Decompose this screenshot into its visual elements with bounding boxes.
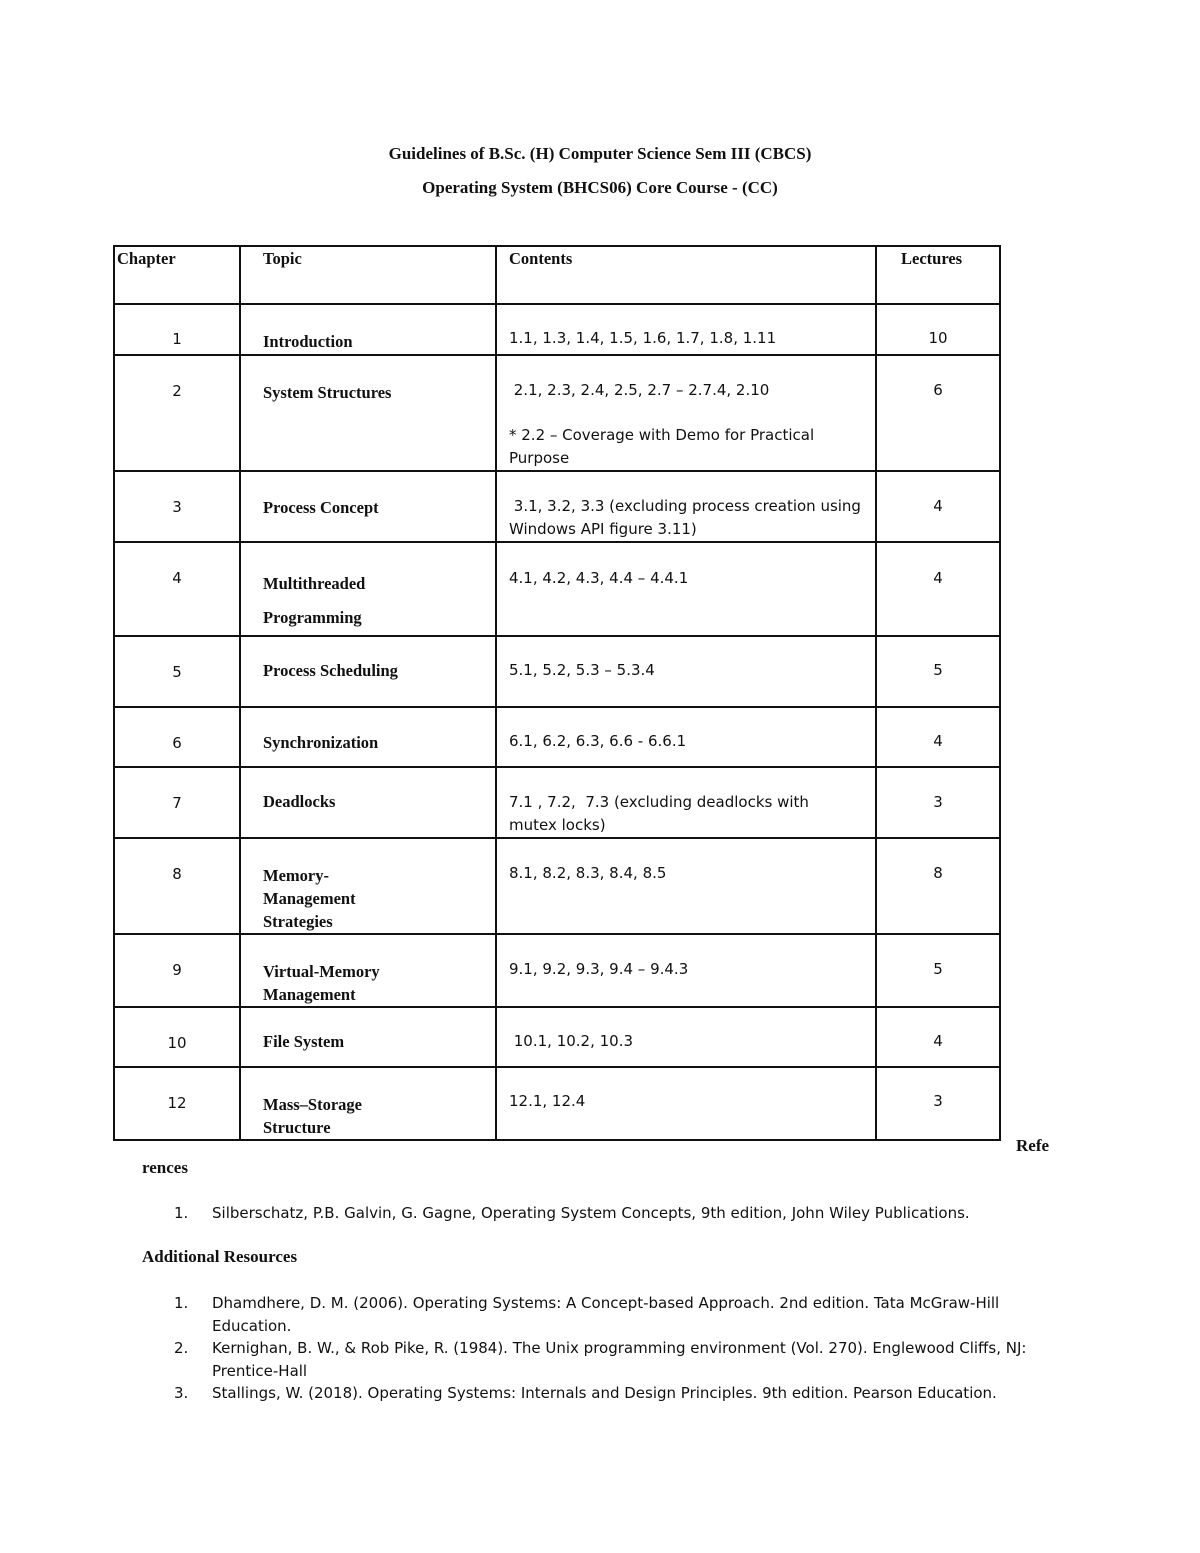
lectures-cell: 3 [876, 767, 1000, 838]
references-heading-part1: Refe [1016, 1136, 1050, 1155]
topic-cell: Virtual-Memory Management [240, 934, 496, 1007]
column-header-topic: Topic [240, 246, 496, 304]
document-title: Guidelines of B.Sc. (H) Computer Science Sem III (CBCS) [388, 144, 812, 163]
contents-cell: 5.1, 5.2, 5.3 – 5.3.4 [496, 636, 876, 707]
contents-cell: 1.1, 1.3, 1.4, 1.5, 1.6, 1.7, 1.8, 1.11 [496, 304, 876, 355]
lectures-cell: 5 [876, 636, 1000, 707]
lectures-cell: 5 [876, 934, 1000, 1007]
list-item [142, 1202, 1082, 1225]
topic-cell: Process Concept [240, 471, 496, 542]
lectures-cell: 10 [876, 304, 1000, 355]
table-row [114, 934, 1000, 1007]
topic-cell: Introduction [240, 304, 496, 355]
column-header-chapter: Chapter [114, 246, 240, 304]
list-item-number: 1. [174, 1294, 189, 1312]
topic-cell: System Structures [240, 355, 496, 471]
table-row [114, 838, 1000, 934]
contents-cell: 9.1, 9.2, 9.3, 9.4 – 9.4.3 [496, 934, 876, 1007]
lectures-cell: 4 [876, 1007, 1000, 1067]
chapter-cell: 9 [114, 934, 240, 1007]
topic-cell: Process Scheduling [240, 636, 496, 707]
syllabus-table [113, 245, 1001, 1141]
topic-cell: Deadlocks [240, 767, 496, 838]
table-row [114, 1067, 1000, 1140]
additional-resources-heading: Additional Resources [142, 1247, 298, 1266]
topic-cell: Multithreaded Programming [240, 542, 496, 636]
lectures-cell: 4 [876, 707, 1000, 767]
table-row [114, 542, 1000, 636]
chapter-cell: 5 [114, 636, 240, 707]
chapter-cell: 12 [114, 1067, 240, 1140]
list-item-number: 1. [174, 1204, 189, 1222]
chapter-cell: 3 [114, 471, 240, 542]
list-item-text: Silberschatz, P.B. Galvin, G. Gagne, Operating System Concepts, 9th edition, John Wiley Publications. [212, 1204, 970, 1222]
contents-cell: 10.1, 10.2, 10.3 [496, 1007, 876, 1067]
list-item [142, 1337, 1082, 1382]
lectures-cell: 3 [876, 1067, 1000, 1140]
chapter-cell: 4 [114, 542, 240, 636]
list-item [142, 1292, 1082, 1337]
table-row [114, 636, 1000, 707]
table-row [114, 767, 1000, 838]
contents-note: * 2.2 – Coverage with Demo for Practical Purpose [509, 426, 815, 467]
contents-cell: 7.1 , 7.2, 7.3 (excluding deadlocks with mutex locks) [496, 767, 876, 838]
course-subtitle: Operating System (BHCS06) Core Course - (CC) [422, 178, 778, 197]
table-row [114, 355, 1000, 471]
list-item-text: Dhamdhere, D. M. (2006). Operating Systems: A Concept-based Approach. 2nd edition. Tata McGraw-Hill Education. [212, 1294, 1000, 1335]
list-item-text: Kernighan, B. W., & Rob Pike, R. (1984). The Unix programming environment (Vol. 270). Englewood Cliffs, NJ: Prentice-Hall [212, 1339, 1027, 1380]
table-row [114, 471, 1000, 542]
contents-cell [496, 355, 876, 471]
topic-cell: Mass–Storage Structure [240, 1067, 496, 1140]
contents-cell: 3.1, 3.2, 3.3 (excluding process creation using Windows API figure 3.11) [496, 471, 876, 542]
chapter-cell: 2 [114, 355, 240, 471]
chapter-cell: 8 [114, 838, 240, 934]
lectures-cell: 8 [876, 838, 1000, 934]
topic-cell: Synchronization [240, 707, 496, 767]
lectures-cell: 6 [876, 355, 1000, 471]
references-list [142, 1202, 1082, 1225]
chapter-cell: 10 [114, 1007, 240, 1067]
list-item-number: 2. [174, 1339, 189, 1357]
contents-cell: 6.1, 6.2, 6.3, 6.6 - 6.6.1 [496, 707, 876, 767]
list-item [142, 1382, 1082, 1405]
chapter-cell: 1 [114, 304, 240, 355]
column-header-contents: Contents [496, 246, 876, 304]
topic-cell: File System [240, 1007, 496, 1067]
references-heading-part2: rences [142, 1158, 188, 1177]
lectures-cell: 4 [876, 471, 1000, 542]
column-header-lectures: Lectures [876, 246, 1000, 304]
contents-cell: 8.1, 8.2, 8.3, 8.4, 8.5 [496, 838, 876, 934]
contents-cell: 12.1, 12.4 [496, 1067, 876, 1140]
list-item-text: Stallings, W. (2018). Operating Systems: Internals and Design Principles. 9th edition. Pearson Education. [212, 1384, 997, 1402]
chapter-cell: 7 [114, 767, 240, 838]
contents-text: 2.1, 2.3, 2.4, 2.5, 2.7 – 2.7.4, 2.10 [509, 381, 770, 399]
list-item-number: 3. [174, 1384, 189, 1402]
table-row [114, 1007, 1000, 1067]
table-header-row [114, 246, 1000, 304]
additional-resources-list [142, 1292, 1082, 1405]
table-row [114, 304, 1000, 355]
lectures-cell: 4 [876, 542, 1000, 636]
table-row [114, 707, 1000, 767]
contents-cell: 4.1, 4.2, 4.3, 4.4 – 4.4.1 [496, 542, 876, 636]
topic-cell: Memory-Management Strategies [240, 838, 496, 934]
chapter-cell: 6 [114, 707, 240, 767]
